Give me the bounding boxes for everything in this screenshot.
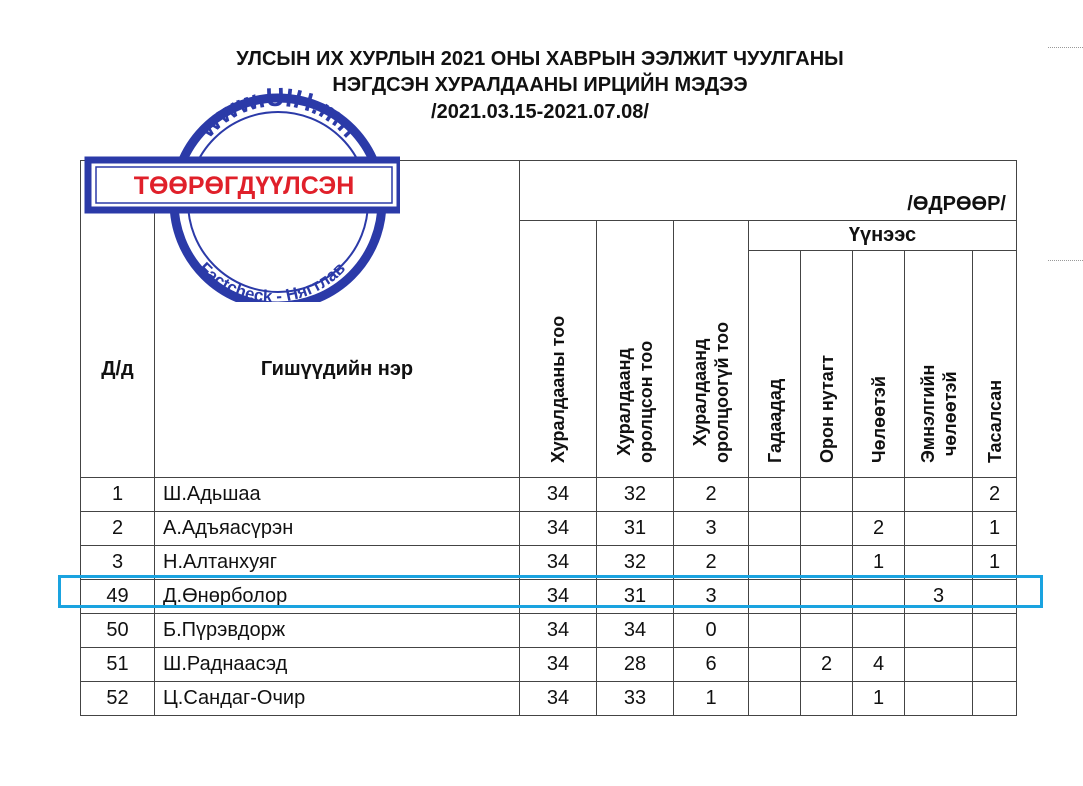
row-abroad	[749, 478, 801, 512]
row-sessions: 34	[520, 682, 597, 716]
stamp-url: www.UIH.mn	[191, 82, 365, 144]
row-attended: 28	[597, 648, 674, 682]
row-leave: 2	[853, 512, 905, 546]
reasons-label: Үүнээс	[848, 224, 917, 246]
row-absent: 3	[674, 512, 749, 546]
header-abroad-label: Гадаадад	[764, 378, 785, 463]
row-absent: 3	[674, 580, 749, 614]
row-num: 49	[81, 580, 155, 614]
row-abroad	[749, 512, 801, 546]
row-leave: 1	[853, 546, 905, 580]
doc-title-date-range: /2021.03.15-2021.07.08/	[431, 101, 649, 123]
row-member-name: Б.Пүрэвдорж	[155, 614, 520, 648]
row-sessions: 34	[520, 614, 597, 648]
row-num: 2	[81, 512, 155, 546]
row-attended: 31	[597, 580, 674, 614]
row-absent: 1	[674, 682, 749, 716]
row-leave: 1	[853, 682, 905, 716]
row-countryside: 2	[801, 648, 853, 682]
header-countryside-label: Орон нутагт	[816, 354, 837, 463]
row-sessions: 34	[520, 478, 597, 512]
header-sick	[905, 251, 973, 478]
row-sick	[905, 614, 973, 648]
row-member-name: Ш.Адьшаа	[155, 478, 520, 512]
row-absent: 2	[674, 546, 749, 580]
row-num: 52	[81, 682, 155, 716]
header-skipped-label: Тасалсан	[984, 379, 1005, 463]
row-leave	[853, 478, 905, 512]
row-skipped	[973, 614, 1017, 648]
row-sessions: 34	[520, 512, 597, 546]
row-countryside	[801, 614, 853, 648]
row-absent: 0	[674, 614, 749, 648]
margin-dotted-line	[1048, 260, 1083, 261]
stamp-verdict: ТӨӨРӨГДҮҮЛСЭН	[133, 172, 355, 200]
row-num: 1	[81, 478, 155, 512]
header-sick-l1: Эмнэлгийн	[917, 364, 938, 463]
table-row	[81, 648, 1017, 682]
row-skipped	[973, 682, 1017, 716]
row-countryside	[801, 512, 853, 546]
row-num: 50	[81, 614, 155, 648]
row-sessions: 34	[520, 648, 597, 682]
row-member-name: А.Адъяасүрэн	[155, 512, 520, 546]
margin-dotted-line	[1048, 47, 1083, 48]
row-absent: 2	[674, 478, 749, 512]
row-attended: 34	[597, 614, 674, 648]
header-reasons	[749, 221, 1017, 251]
header-countryside	[801, 251, 853, 478]
doc-title-line1: УЛСЫН ИХ ХУРЛЫН 2021 ОНЫ ХАВРЫН ЭЭЛЖИТ ЧУУЛГАНЫ	[236, 48, 844, 70]
row-num: 51	[81, 648, 155, 682]
row-member-name: Д.Өнөрболор	[155, 580, 520, 614]
stamp-subtitle: Factcheck - Нягтлав	[195, 258, 349, 302]
header-attended-l1: Хуралдаанд	[614, 348, 634, 456]
header-attended-label	[613, 341, 657, 463]
row-member-name: Ш.Раднаасэд	[155, 648, 520, 682]
row-countryside	[801, 478, 853, 512]
row-sick: 3	[905, 580, 973, 614]
header-absent-l2: оролцоогүй тоо	[712, 321, 732, 463]
row-attended: 31	[597, 512, 674, 546]
header-num-label: Д/д	[101, 357, 134, 380]
row-skipped: 2	[973, 478, 1017, 512]
row-leave	[853, 614, 905, 648]
header-name-label: Гишүүдийн нэр	[260, 357, 414, 380]
row-member-name: Ц.Сандаг-Очир	[155, 682, 520, 716]
row-attended: 32	[597, 478, 674, 512]
header-attended-l2: оролцсон тоо	[636, 340, 656, 463]
highlight-box	[58, 575, 1043, 608]
header-sick-l2: чөлөөтэй	[939, 371, 960, 457]
header-absent	[674, 221, 749, 478]
row-attended: 32	[597, 546, 674, 580]
unit-label: /ӨДРӨӨР/	[907, 193, 1006, 215]
row-absent: 6	[674, 648, 749, 682]
row-num: 3	[81, 546, 155, 580]
header-abroad	[749, 251, 801, 478]
table-row	[81, 614, 1017, 648]
header-skipped	[973, 251, 1017, 478]
row-sessions: 34	[520, 580, 597, 614]
header-leave-label: Чөлөөтэй	[868, 376, 889, 463]
header-absent-label	[689, 322, 733, 463]
row-attended: 33	[597, 682, 674, 716]
header-leave	[853, 251, 905, 478]
fake-news-stamp	[80, 82, 400, 302]
header-absent-l1: Хуралдаанд	[690, 338, 710, 447]
header-sessions-label: Хуралдааны тоо	[548, 315, 568, 463]
row-skipped	[973, 648, 1017, 682]
header-unit	[520, 161, 1017, 221]
row-sick	[905, 682, 973, 716]
header-sick-label	[917, 365, 961, 463]
row-skipped: 1	[973, 546, 1017, 580]
row-skipped: 1	[973, 512, 1017, 546]
row-sick	[905, 478, 973, 512]
doc-title-line2: НЭГДСЭН ХУРАЛДААНЫ ИРЦИЙН МЭДЭЭ	[332, 74, 748, 96]
table-row	[81, 478, 1017, 512]
row-sick	[905, 648, 973, 682]
row-member-name: Н.Алтанхуяг	[155, 546, 520, 580]
row-sick	[905, 512, 973, 546]
table-row	[81, 682, 1017, 716]
row-abroad	[749, 614, 801, 648]
row-leave: 4	[853, 648, 905, 682]
header-attended	[597, 221, 674, 478]
row-abroad	[749, 682, 801, 716]
table-row	[81, 512, 1017, 546]
row-abroad	[749, 648, 801, 682]
row-sessions: 34	[520, 546, 597, 580]
header-sessions	[520, 221, 597, 478]
row-countryside	[801, 682, 853, 716]
